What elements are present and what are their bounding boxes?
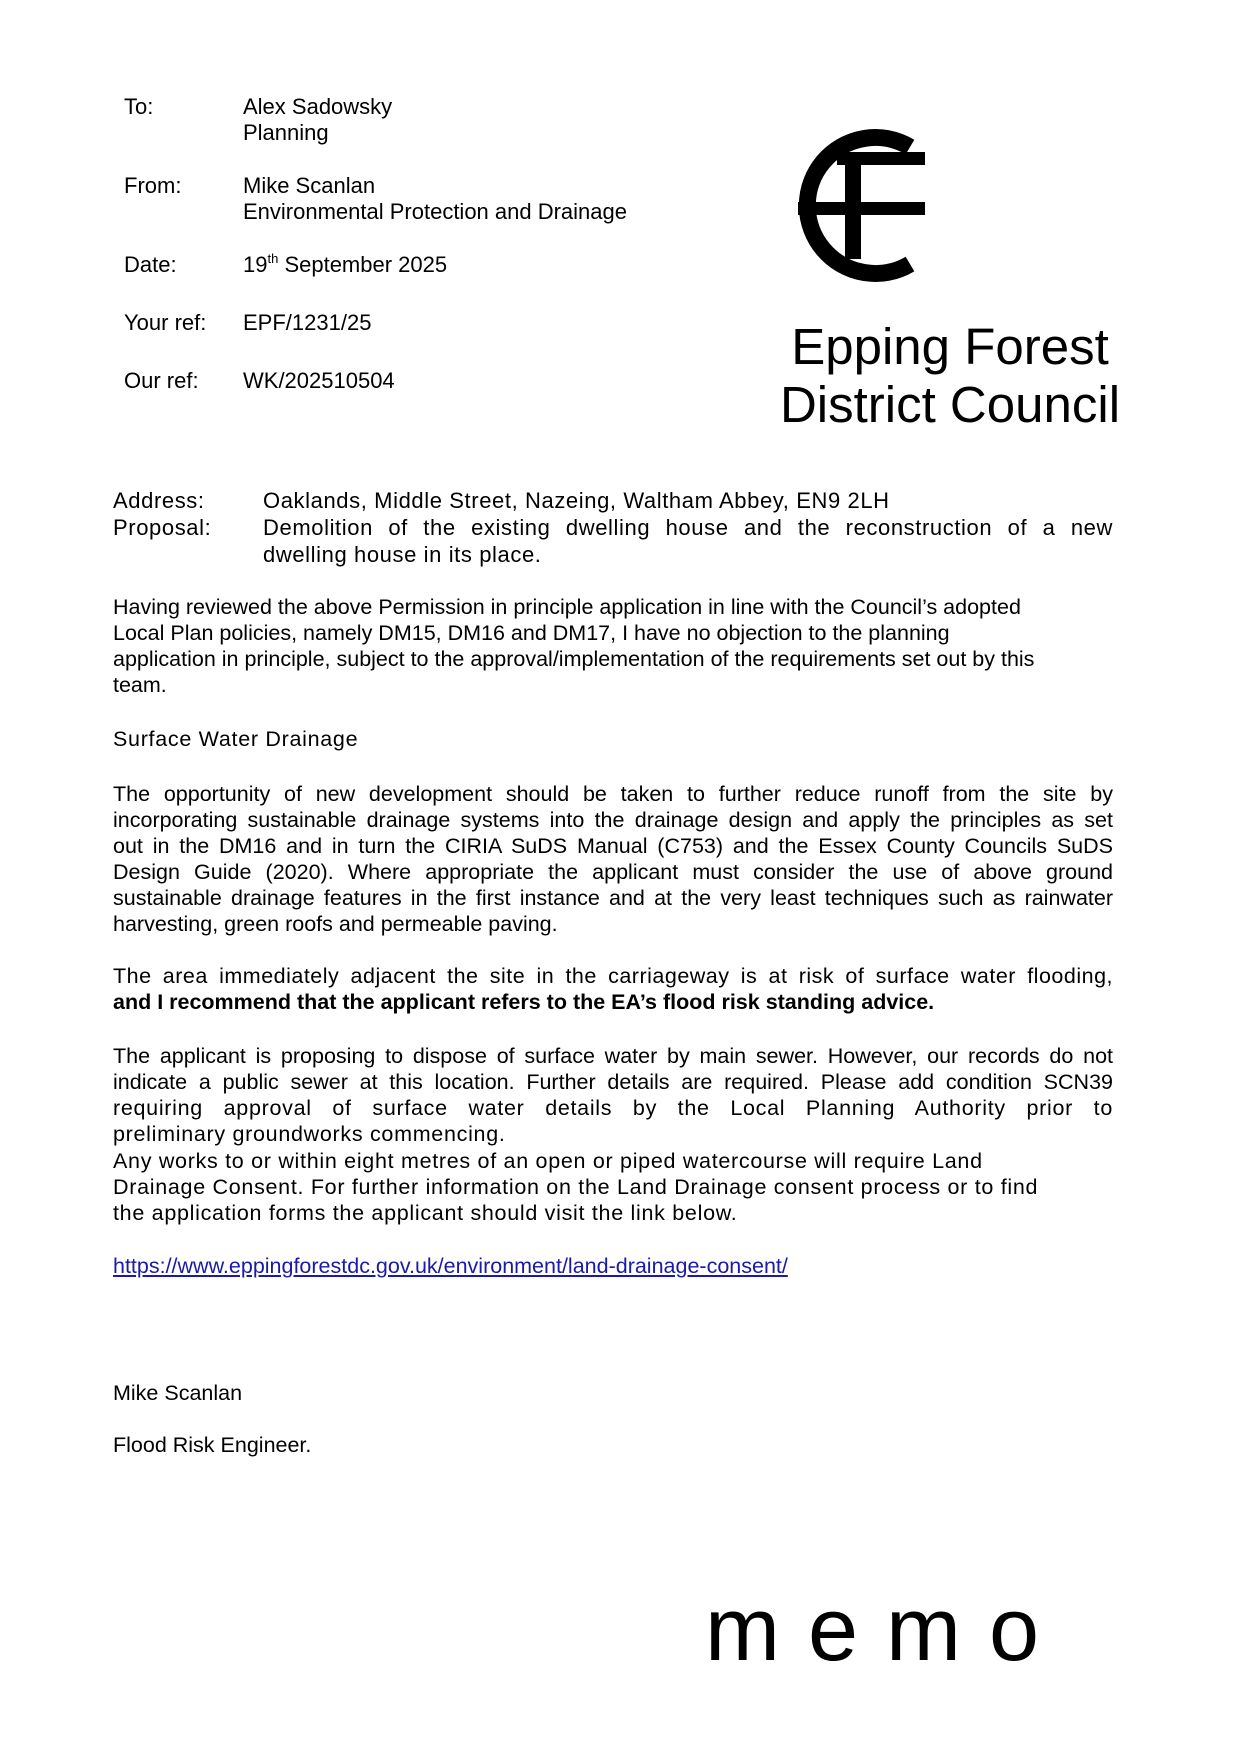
intro-paragraph [113, 594, 1113, 698]
proposal-label: Proposal: [113, 515, 212, 540]
consent-line: the application forms the applicant should visit the link below. [113, 1201, 738, 1225]
date-value [243, 252, 684, 278]
suds-line: The opportunity of new development should be taken to further reduce runoff from the site by [113, 782, 1113, 806]
council-name-line2: District Council [779, 376, 1121, 433]
address-label: Address: [113, 488, 205, 513]
from-dept: Environmental Protection and Drainage [243, 199, 628, 224]
date-label: Date: [124, 252, 177, 277]
your-ref-label: Your ref: [124, 310, 207, 335]
sewer-line: preliminary groundworks commencing. [113, 1122, 506, 1146]
your-ref-value: EPF/1231/25 [243, 310, 372, 335]
our-ref-value: WK/202510504 [243, 368, 395, 393]
suds-paragraph [113, 781, 1113, 937]
your-ref-row [124, 310, 684, 336]
suds-line: out in the DM16 and in turn the CIRIA SuDS Manual (C753) and the Essex County Councils SuDS [113, 834, 1113, 858]
proposal-value [263, 514, 1113, 568]
address-value: Oaklands, Middle Street, Nazeing, Waltham Abbey, EN9 2LH [263, 488, 890, 513]
from-row [124, 173, 684, 225]
from-name: Mike Scanlan [243, 173, 376, 198]
consent-line: Drainage Consent. For further information on the Land Drainage consent process or to find [113, 1175, 1039, 1199]
suds-line: sustainable drainage features in the first instance and at the very least techniques such as rainwater [113, 886, 1113, 910]
signature-title: Flood Risk Engineer. [113, 1433, 312, 1457]
our-ref-label: Our ref: [124, 368, 199, 393]
consent-line: Any works to or within eight metres of an open or piped watercourse will require Land [113, 1149, 983, 1173]
council-name [740, 318, 1160, 434]
section-heading: Surface Water Drainage [113, 727, 359, 751]
address-block [113, 487, 1113, 568]
our-ref-row [124, 368, 684, 394]
to-label: To: [124, 94, 154, 119]
land-drainage-consent-link[interactable]: https://www.eppingforestdc.gov.uk/environment/land-drainage-consent/ [113, 1254, 788, 1278]
proposal-line-2: dwelling house in its place. [263, 542, 542, 567]
proposal-line-1: Demolition of the existing dwelling house and the reconstruction of a new [263, 515, 1113, 540]
flood-line-1: The area immediately adjacent the site in the carriageway is at risk of surface water flooding, [113, 964, 1113, 988]
to-row [124, 94, 684, 146]
flood-line-2-bold: and I recommend that the applicant refers to the EA’s flood risk standing advice. [113, 990, 935, 1014]
sewer-paragraph [113, 1043, 1113, 1147]
sewer-line: requiring approval of surface water details by the Local Planning Authority prior to [113, 1096, 1113, 1120]
intro-line: application in principle, subject to the approval/implementation of the requirements set out by this [113, 647, 1035, 671]
intro-line: Having reviewed the above Permission in principle application in line with the Council’s adopted [113, 595, 1021, 619]
proposal-row [113, 514, 1113, 568]
suds-line: harvesting, green roofs and permeable paving. [113, 912, 558, 936]
consent-paragraph [113, 1148, 1113, 1226]
suds-line: Design Guide (2020). Where appropriate the applicant must consider the use of above ground [113, 860, 1113, 884]
sewer-line: The applicant is proposing to dispose of surface water by main sewer. However, our records do not [113, 1044, 1113, 1068]
to-name: Alex Sadowsky [243, 94, 393, 119]
address-row [113, 487, 1113, 514]
signature-name: Mike Scanlan [113, 1381, 243, 1405]
intro-line: Local Plan policies, namely DM15, DM16 and DM17, I have no objection to the planning [113, 621, 950, 645]
council-logo-icon [790, 128, 925, 283]
sewer-line: indicate a public sewer at this location. Further details are required. Please add condition SCN39 [113, 1070, 1113, 1094]
link-row [113, 1253, 1113, 1279]
date-day: 19 [243, 252, 268, 277]
date-suffix: th [267, 251, 279, 266]
suds-line: incorporating sustainable drainage systems into the drainage design and apply the principles as set [113, 808, 1113, 832]
flood-paragraph [113, 963, 1113, 1015]
to-dept: Planning [243, 120, 329, 145]
date-rest: September 2025 [278, 252, 448, 277]
memo-footer-word: memo [705, 1580, 1068, 1680]
date-row [124, 252, 684, 278]
intro-line: team. [113, 673, 167, 697]
council-name-line1: Epping Forest [791, 318, 1109, 375]
from-label: From: [124, 173, 182, 198]
